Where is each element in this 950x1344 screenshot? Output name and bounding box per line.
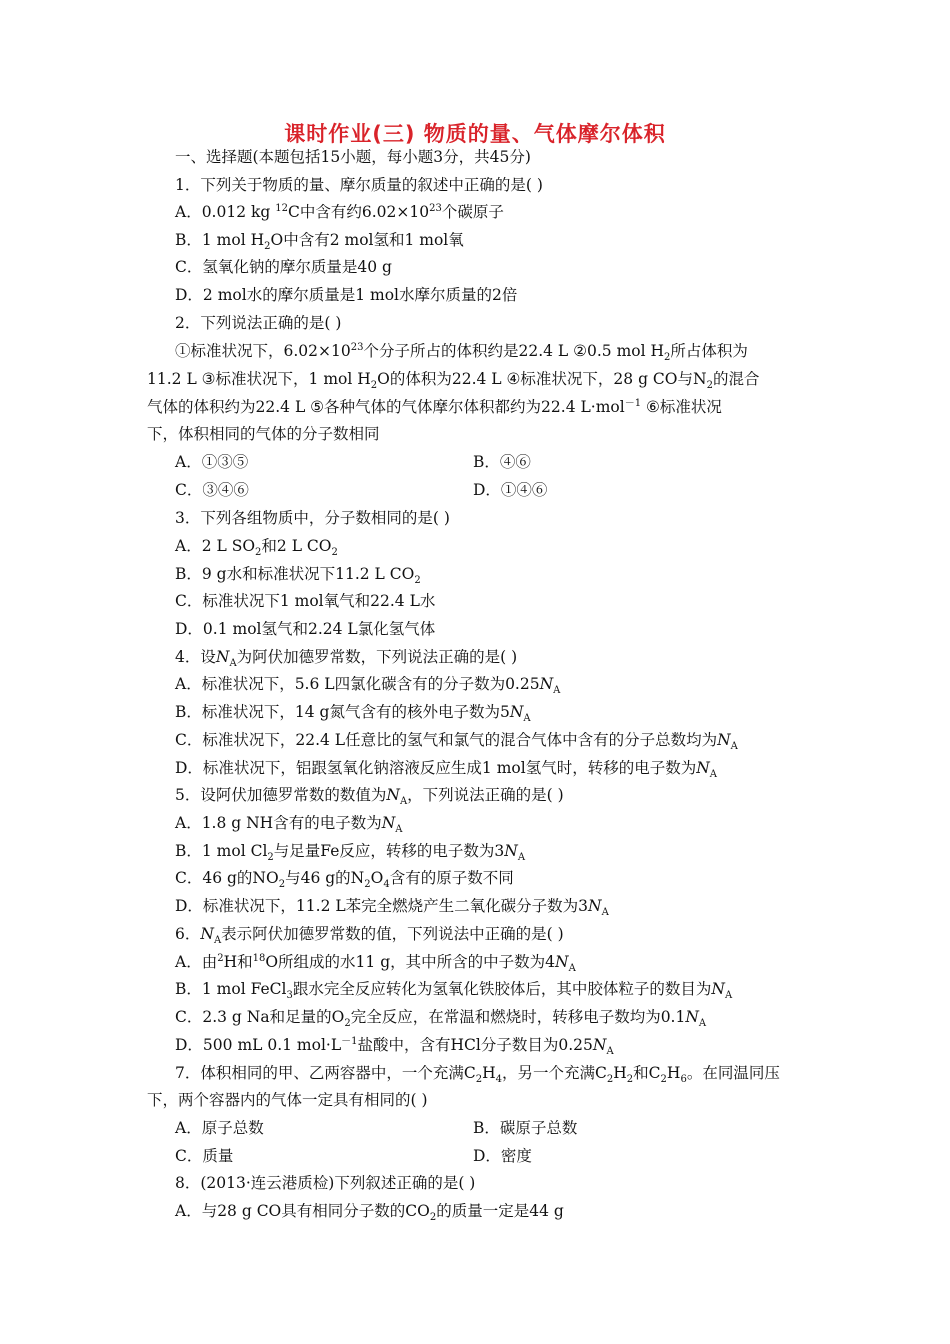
q7-option-c: C．质量 bbox=[175, 1147, 234, 1165]
q4-option-c: C．标准状况下，22.4 L任意比的氢气和氯气的混合气体中含有的分子总数均为$N_A$ bbox=[175, 731, 738, 753]
q3-option-d: D．0.1 mol氢气和2.24 L氯化氢气体 bbox=[175, 620, 436, 638]
q5-option-d: D．标准状况下，11.2 L苯完全燃烧产生二氧化碳分子数为$3N_A$ bbox=[175, 897, 609, 919]
q7-options-cd bbox=[175, 1145, 532, 1167]
q4-option-a: A．标准状况下，5.6 L四氯化碳含有的分子数为$0.25N_A$ bbox=[175, 675, 561, 697]
q4-option-d: D．标准状况下，铝跟氢氧化钠溶液反应生成1 mol氢气时，转移的电子数为$N_A$ bbox=[175, 759, 718, 781]
q6-option-c: C．2.3 g Na和足量的$O_2$完全反应，在常温和燃烧时，转移电子数均为$0.1N_A$ bbox=[175, 1008, 707, 1030]
q3-option-b: B．9 g水和标准状况下11.2 L $CO_2$ bbox=[175, 565, 421, 587]
q7-option-a: A．原子总数 bbox=[175, 1119, 264, 1137]
q2-option-c: C．③④⑥ bbox=[175, 481, 249, 499]
q2-text-line-3: 气体的体积约为22.4 L ⑤各种气体的气体摩尔体积都约为22.4 L·mol$^{-1}$ ⑥标准状况 bbox=[147, 397, 722, 416]
q1-stem: 1．下列关于物质的量、摩尔质量的叙述中正确的是( ) bbox=[175, 176, 543, 194]
q2-text-line-2: 11.2 L ③标准状况下，1 mol $H_2O$的体积为22.4 L ④标准状况下，28 g CO与$N_2$的混合 bbox=[147, 370, 760, 392]
q6-option-b: B．1 mol FeCl$_3$跟水完全反应转化为氢氧化铁胶体后，其中胶体粒子的数目为$N_A$ bbox=[175, 980, 733, 1002]
page-title: 课时作业(三) 物质的量、气体摩尔体积 bbox=[284, 122, 666, 146]
q1-option-c: C．氢氧化钠的摩尔质量是40 g bbox=[175, 258, 392, 276]
q2-option-a: A．①③⑤ bbox=[175, 453, 249, 471]
q1-option-b: B．1 mol $H_2O$中含有2 mol氢和1 mol氧 bbox=[175, 231, 464, 253]
q6-option-a: A．由$^2$H和$^{18}$O所组成的水11 g，其中所含的中子数为$4N_A$ bbox=[175, 952, 576, 975]
q4-stem: 4．设$N_A$为阿伏加德罗常数，下列说法正确的是( ) bbox=[175, 648, 518, 670]
q3-option-c: C．标准状况下1 mol氧气和22.4 L水 bbox=[175, 592, 436, 610]
q1-option-a: A．0.012 kg $^{12}$C中含有约$6.02\times 10^{23}$个碳原子 bbox=[175, 202, 504, 221]
q5-option-a: A．1.8 g NH含有的电子数为$N_A$ bbox=[175, 814, 403, 836]
q7-option-d: D．密度 bbox=[473, 1147, 532, 1165]
q5-option-b: B．1 mol $Cl_2$与足量Fe反应，转移的电子数为$3N_A$ bbox=[175, 842, 526, 864]
q3-option-a: A．2 L $SO_2$和2 L $CO_2$ bbox=[175, 537, 338, 559]
q2-options-ab bbox=[175, 451, 531, 473]
q8-option-a: A．与28 g CO具有相同分子数的$CO_2$的质量一定是44 g bbox=[175, 1202, 564, 1224]
q2-stem: 2．下列说法正确的是( ) bbox=[175, 314, 342, 332]
q4-option-b: B．标准状况下，14 g氮气含有的核外电子数为$5N_A$ bbox=[175, 703, 531, 725]
q5-option-c: C．46 g的$NO_2$与46 g的$N_2O_4$含有的原子数不同 bbox=[175, 869, 514, 891]
q5-stem: 5．设阿伏加德罗常数的数值为$N_A$，下列说法正确的是( ) bbox=[175, 786, 564, 808]
q7-option-b: B．碳原子总数 bbox=[473, 1119, 578, 1137]
q6-stem: 6．$N_A$表示阿伏加德罗常数的值，下列说法中正确的是( ) bbox=[175, 925, 564, 947]
section-heading: 一、选择题(本题包括15小题，每小题3分，共45分) bbox=[175, 148, 531, 166]
q8-stem: 8．(2013·连云港质检)下列叙述正确的是( ) bbox=[175, 1174, 476, 1192]
q2-text-line-4: 下，体积相同的气体的分子数相同 bbox=[147, 425, 380, 443]
q7-options-ab bbox=[175, 1117, 578, 1139]
q2-options-cd bbox=[175, 479, 548, 501]
q1-option-d: D．2 mol水的摩尔质量是1 mol水摩尔质量的2倍 bbox=[175, 286, 518, 304]
q7-stem-line-1: 7．体积相同的甲、乙两容器中，一个充满$C_2H_4$，另一个充满$C_2H_2$和$C_2H_6$。在同温同压 bbox=[175, 1064, 780, 1086]
q2-option-b: B．④⑥ bbox=[473, 453, 531, 471]
q7-stem-line-2: 下，两个容器内的气体一定具有相同的( ) bbox=[147, 1091, 428, 1109]
q2-text-line-1: ①标准状况下，$6.02\times 10^{23}$个分子所占的体积约是22.4 L ②0.5 mol $H_2$所占体积为 bbox=[175, 341, 748, 364]
q2-option-d: D．①④⑥ bbox=[473, 481, 548, 499]
q6-option-d: D．500 mL 0.1 $mol\cdot L^{-1}$盐酸中，含有HCl分子数目为$0.25N_A$ bbox=[175, 1035, 614, 1058]
q3-stem: 3．下列各组物质中，分子数相同的是( ) bbox=[175, 509, 450, 527]
